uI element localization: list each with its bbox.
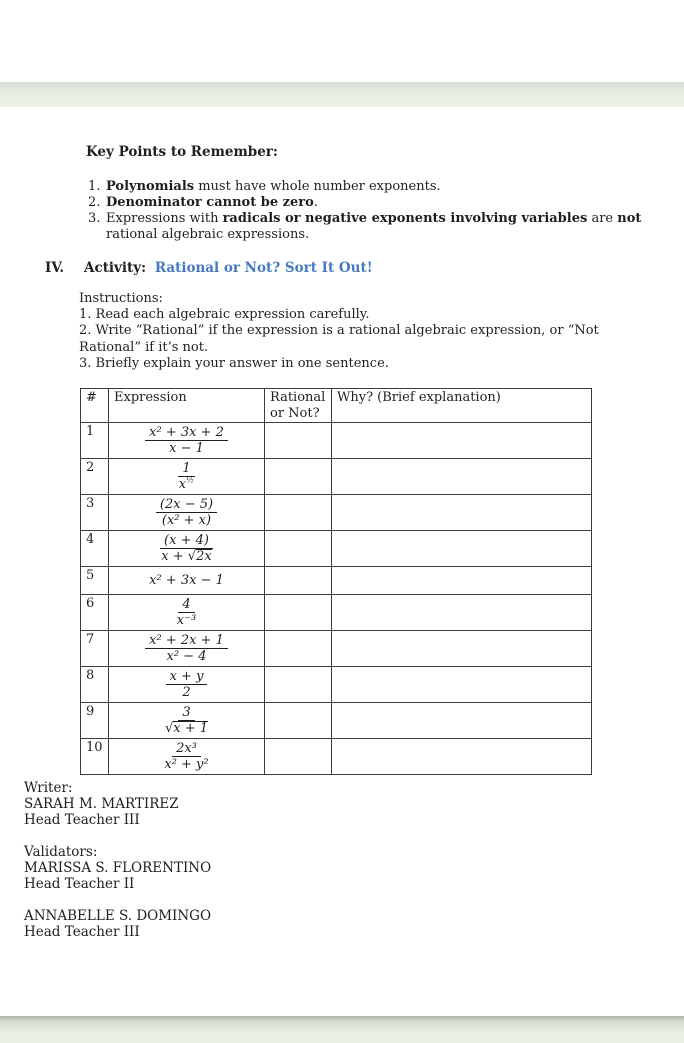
fraction-numerator: (x + 4) <box>160 533 213 549</box>
validator-name: ANNABELLE S. DOMINGO <box>24 908 212 924</box>
why-cell <box>332 631 592 667</box>
radical-icon: √ <box>164 721 174 736</box>
expression-cell <box>109 739 265 775</box>
fraction-denominator: $x^{\frac{1}{2}}$ <box>178 475 195 492</box>
instruction-step: 1. Read each algebraic expression carefully. <box>79 307 370 323</box>
page-gap-bottom <box>0 1016 684 1043</box>
writer-label: Writer: <box>24 780 73 796</box>
signatures-section <box>24 780 211 956</box>
row-number-cell: 4 <box>81 531 109 567</box>
row-number-cell: 9 <box>81 703 109 739</box>
writer-block <box>24 796 211 828</box>
table-row <box>81 423 592 459</box>
table-row <box>81 739 592 775</box>
fraction-numerator: (2x − 5) <box>156 497 217 513</box>
rational-or-not-cell <box>265 631 332 667</box>
rational-or-not-cell <box>265 667 332 703</box>
fraction-numerator: x² + 2x + 1 <box>145 633 228 649</box>
key-point-marker: 2. <box>88 195 101 210</box>
row-number-cell: 1 <box>81 423 109 459</box>
table-header-cell: Why? (Brief explanation) <box>332 389 592 423</box>
math-fraction <box>173 597 200 628</box>
radical-icon: √ <box>187 549 197 564</box>
key-point-item <box>88 211 644 243</box>
expression-cell <box>109 423 265 459</box>
rational-or-not-cell <box>265 567 332 595</box>
math-fraction <box>161 705 212 736</box>
rational-or-not-cell <box>265 423 332 459</box>
key-points-title: Key Points to Remember: <box>86 144 278 160</box>
key-point-item <box>88 195 644 211</box>
row-number-cell: 2 <box>81 459 109 495</box>
activity-heading <box>45 260 373 276</box>
math-fraction <box>175 461 199 492</box>
fraction-denominator: x² + y² <box>164 757 209 772</box>
instructions-steps <box>79 307 631 372</box>
key-points-list <box>88 179 644 243</box>
math-expression: x² + 3x − 1 <box>149 572 224 588</box>
table-header-cell: Rational or Not? <box>265 389 332 423</box>
why-cell <box>332 495 592 531</box>
activity-numeral: IV. <box>45 260 65 276</box>
fraction-denominator: x − 1 <box>169 441 204 456</box>
expression-cell <box>109 531 265 567</box>
why-cell <box>332 459 592 495</box>
row-number-cell: 3 <box>81 495 109 531</box>
table-row <box>81 703 592 739</box>
table-row <box>81 459 592 495</box>
fraction-numerator: 3 <box>178 705 194 721</box>
writer-title: Head Teacher III <box>24 812 140 828</box>
table-header-row <box>81 389 592 423</box>
key-point-marker: 3. <box>88 211 101 226</box>
instructions-title: Instructions: <box>79 291 163 306</box>
key-point-marker: 1. <box>88 179 101 194</box>
instruction-step: 2. Write “Rational” if the expression is a rational algebraic expression, or “Not Rational” if it’s not. <box>79 323 599 355</box>
row-number-cell: 6 <box>81 595 109 631</box>
activity-table <box>80 388 592 775</box>
key-point-item <box>88 179 644 195</box>
fraction-denominator: (x² + x) <box>161 513 212 528</box>
table-row <box>81 631 592 667</box>
expression-cell <box>109 595 265 631</box>
activity-label: Activity: <box>84 260 147 276</box>
fraction-denominator: x² − 4 <box>166 649 207 664</box>
rational-or-not-cell <box>265 531 332 567</box>
instructions-section <box>79 291 631 372</box>
fraction-numerator: 2x³ <box>172 741 201 757</box>
table-header-cell: # <box>81 389 109 423</box>
expression-cell <box>109 459 265 495</box>
why-cell <box>332 595 592 631</box>
expression-cell <box>109 495 265 531</box>
fraction-denominator: √x + 1 <box>164 721 209 736</box>
writer-name: SARAH M. MARTIREZ <box>24 796 179 812</box>
table-row <box>81 495 592 531</box>
table-body <box>81 423 592 775</box>
math-fraction <box>156 497 217 528</box>
rational-or-not-cell <box>265 459 332 495</box>
row-number-cell: 7 <box>81 631 109 667</box>
expression-cell <box>109 667 265 703</box>
validator-block <box>24 860 211 892</box>
fraction-denominator: 2 <box>182 685 191 700</box>
key-point-text: Denominator cannot be zero. <box>106 195 318 210</box>
validator-title: Head Teacher II <box>24 876 135 892</box>
fraction-numerator: x + y <box>166 669 208 685</box>
validators-label: Validators: <box>24 844 98 860</box>
key-point-text: Polynomials must have whole number exponents. <box>106 179 441 194</box>
validator-name: MARISSA S. FLORENTINO <box>24 860 212 876</box>
why-cell <box>332 423 592 459</box>
expression-cell <box>109 631 265 667</box>
key-point-text: Expressions with radicals or negative exponents involving variables are not rational algebraic expressions. <box>106 211 642 242</box>
fraction-denominator: x⁻³ <box>176 613 197 628</box>
validator-block <box>24 908 211 940</box>
table-row <box>81 667 592 703</box>
math-fraction <box>145 425 228 456</box>
fraction-numerator: x² + 3x + 2 <box>145 425 228 441</box>
table-row <box>81 595 592 631</box>
rational-or-not-cell <box>265 495 332 531</box>
validators-list <box>24 860 211 940</box>
row-number-cell: 10 <box>81 739 109 775</box>
fraction-denominator: x + √2x <box>161 549 212 564</box>
table-header-cell: Expression <box>109 389 265 423</box>
page-gap-top <box>0 82 684 107</box>
rational-or-not-cell <box>265 595 332 631</box>
why-cell <box>332 739 592 775</box>
rational-or-not-cell <box>265 739 332 775</box>
why-cell <box>332 531 592 567</box>
math-fraction <box>157 533 215 564</box>
activity-title: Rational or Not? Sort It Out! <box>154 260 373 276</box>
why-cell <box>332 667 592 703</box>
row-number-cell: 8 <box>81 667 109 703</box>
rational-or-not-cell <box>265 703 332 739</box>
expression-cell <box>109 567 265 595</box>
instruction-step: 3. Briefly explain your answer in one sentence. <box>79 355 389 371</box>
validator-title: Head Teacher III <box>24 924 140 940</box>
table-row <box>81 531 592 567</box>
math-fraction <box>145 633 228 664</box>
fraction-numerator: 4 <box>178 597 194 613</box>
row-number-cell: 5 <box>81 567 109 595</box>
why-cell <box>332 567 592 595</box>
why-cell <box>332 703 592 739</box>
math-fraction <box>166 669 208 700</box>
table-row <box>81 567 592 595</box>
fraction-numerator: 1 <box>178 461 194 477</box>
math-fraction <box>160 741 212 772</box>
expression-cell <box>109 703 265 739</box>
